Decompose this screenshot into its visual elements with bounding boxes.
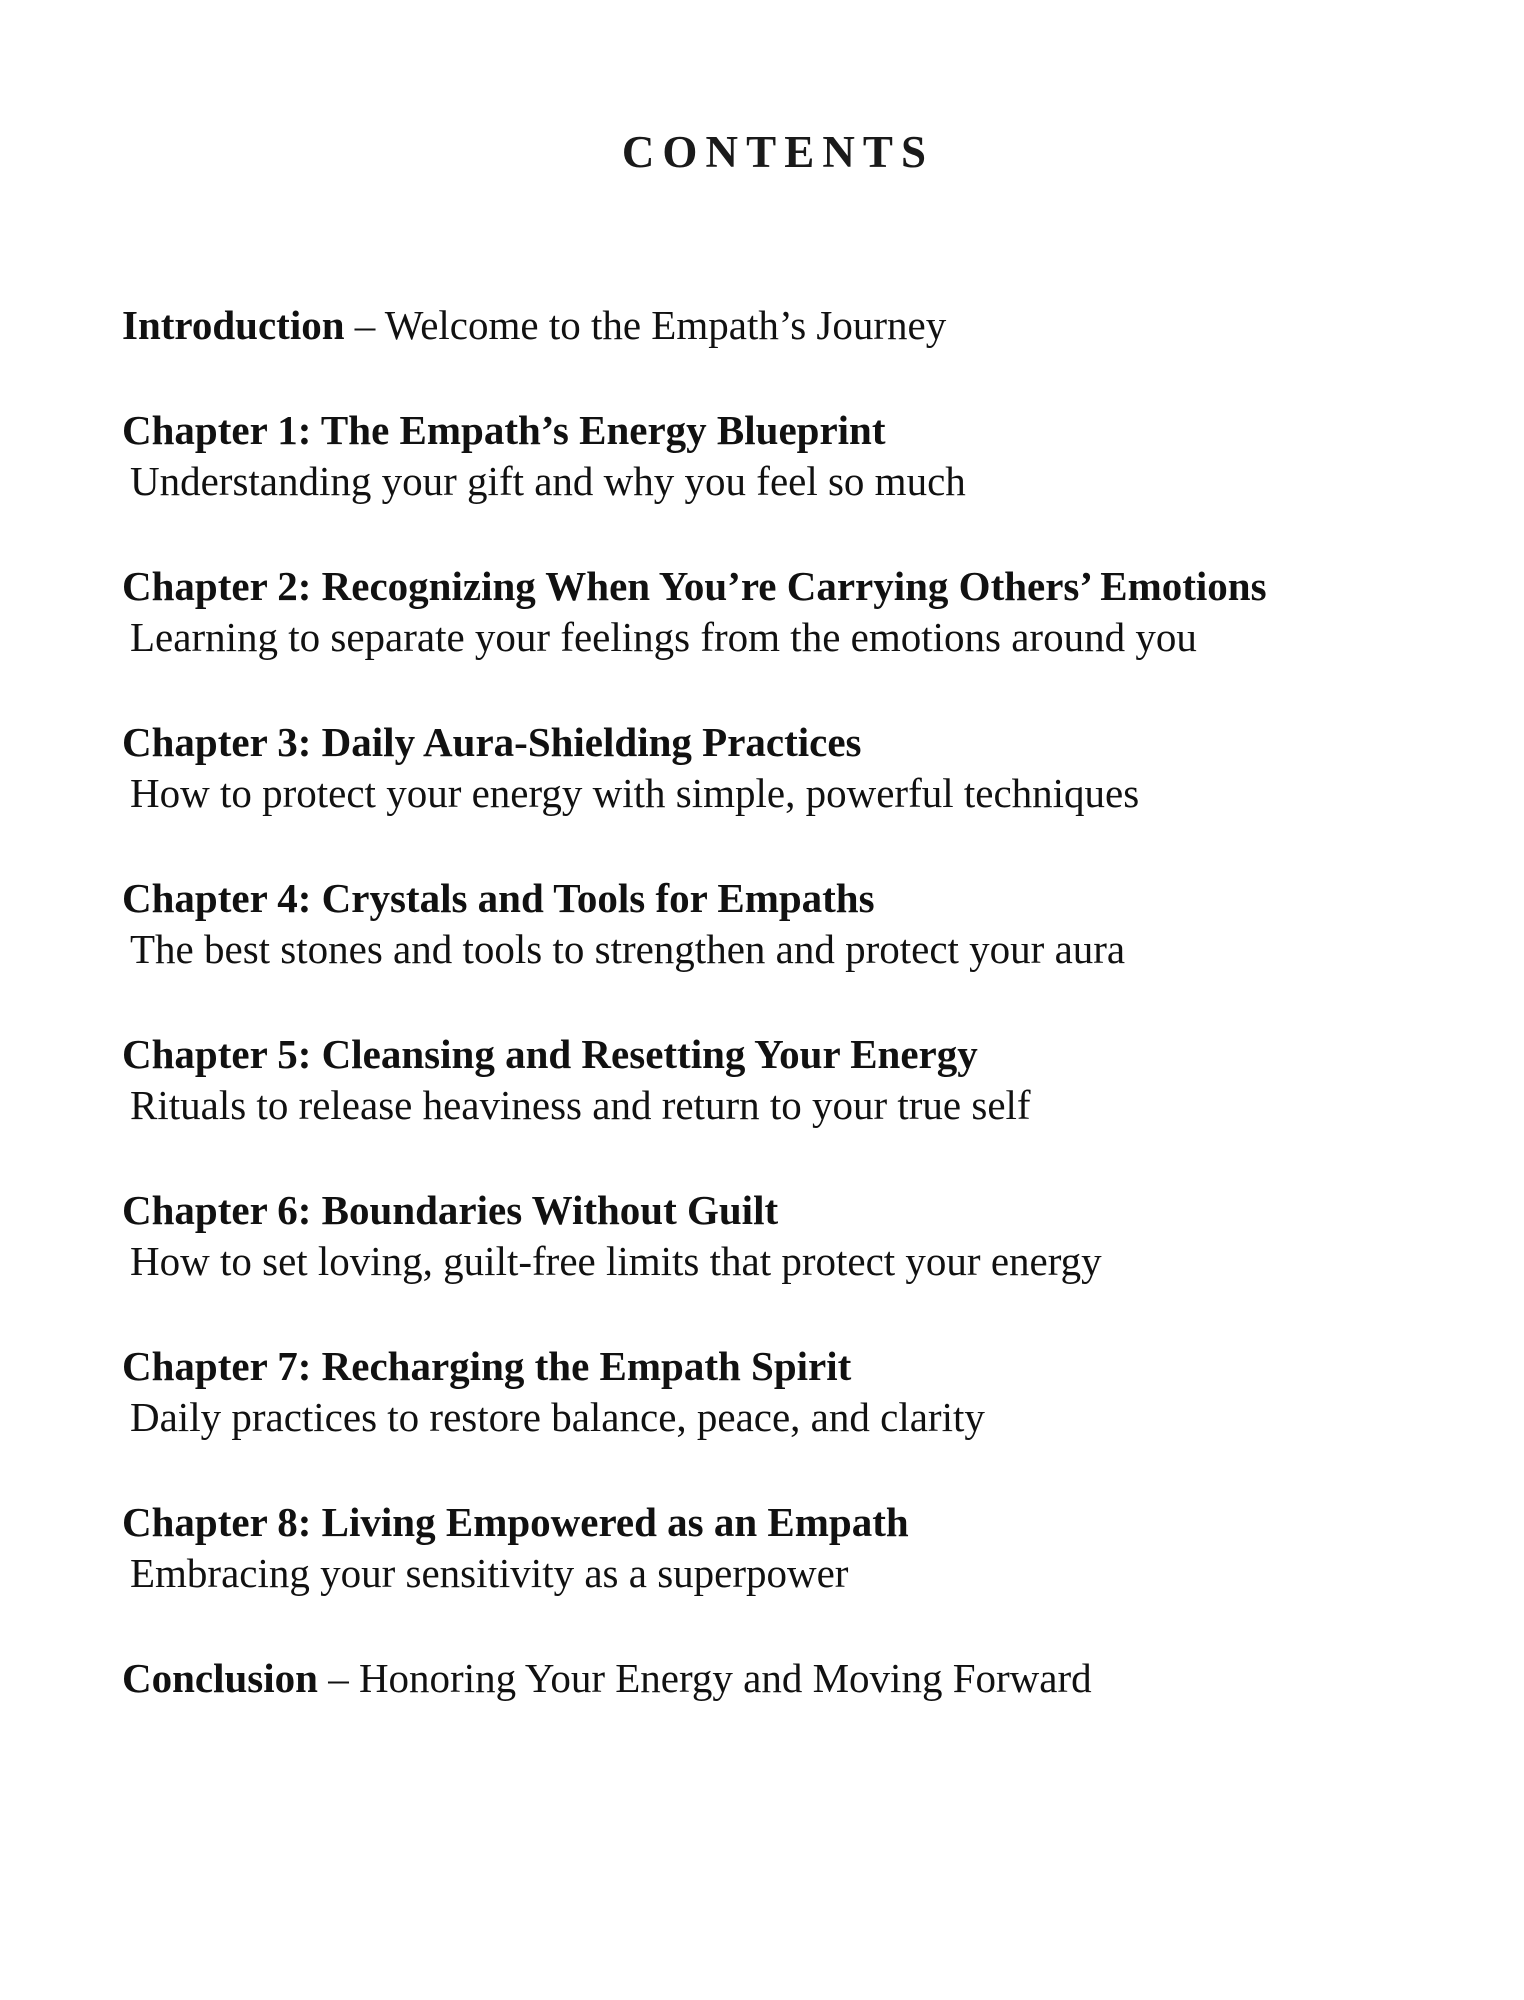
toc-entry xyxy=(122,717,1434,819)
entry-title-bold: Chapter 6: Boundaries Without Guilt xyxy=(122,1187,779,1233)
entry-title-line xyxy=(122,561,1434,612)
toc-entry xyxy=(122,1497,1434,1599)
entry-title-bold: Chapter 7: Recharging the Empath Spirit xyxy=(122,1343,852,1389)
entry-subtitle: How to protect your energy with simple, powerful techniques xyxy=(130,770,1140,816)
toc-entry xyxy=(122,1341,1434,1443)
entry-title-line xyxy=(122,1341,1434,1392)
toc-entry xyxy=(122,873,1434,975)
entry-subtitle: The best stones and tools to strengthen and protect your aura xyxy=(130,926,1126,972)
entry-subtitle: How to set loving, guilt-free limits that protect your energy xyxy=(130,1238,1102,1284)
entry-title-line xyxy=(122,1653,1434,1704)
entry-title-line xyxy=(122,405,1434,456)
entry-title-bold: Chapter 8: Living Empowered as an Empath xyxy=(122,1499,909,1545)
page-title: CONTENTS xyxy=(621,127,935,177)
entry-title-rest: – Honoring Your Energy and Moving Forward xyxy=(317,1655,1092,1701)
entry-title-bold: Chapter 4: Crystals and Tools for Empaths xyxy=(122,875,875,921)
entry-title-bold: Chapter 1: The Empath’s Energy Blueprint xyxy=(122,407,886,453)
entry-title-bold: Chapter 3: Daily Aura-Shielding Practices xyxy=(122,719,862,765)
toc-entry xyxy=(122,405,1434,507)
toc-entry xyxy=(122,1029,1434,1131)
entry-title-bold: Conclusion xyxy=(122,1655,318,1701)
entry-subtitle: Embracing your sensitivity as a superpower xyxy=(130,1550,849,1596)
entry-subtitle: Rituals to release heaviness and return to your true self xyxy=(130,1082,1031,1128)
entry-title-bold: Chapter 2: Recognizing When You’re Carrying Others’ Emotions xyxy=(122,563,1267,609)
entry-subtitle: Understanding your gift and why you feel so much xyxy=(130,458,966,504)
entry-title-rest: – Welcome to the Empath’s Journey xyxy=(344,302,947,348)
entry-subtitle: Learning to separate your feelings from the emotions around you xyxy=(130,614,1197,660)
entry-title-line xyxy=(122,717,1434,768)
entry-subtitle: Daily practices to restore balance, peace, and clarity xyxy=(130,1394,985,1440)
entry-title-line xyxy=(122,300,1434,351)
toc-entry xyxy=(122,1653,1434,1704)
entry-title-line xyxy=(122,1497,1434,1548)
toc-entry xyxy=(122,561,1434,663)
toc-entry xyxy=(122,300,1434,351)
toc-list xyxy=(122,300,1434,1704)
entry-title-bold: Introduction xyxy=(122,302,345,348)
entry-title-line xyxy=(122,1029,1434,1080)
entry-title-line xyxy=(122,1185,1434,1236)
toc-entry xyxy=(122,1185,1434,1287)
entry-title-line xyxy=(122,873,1434,924)
entry-title-bold: Chapter 5: Cleansing and Resetting Your Energy xyxy=(122,1031,978,1077)
